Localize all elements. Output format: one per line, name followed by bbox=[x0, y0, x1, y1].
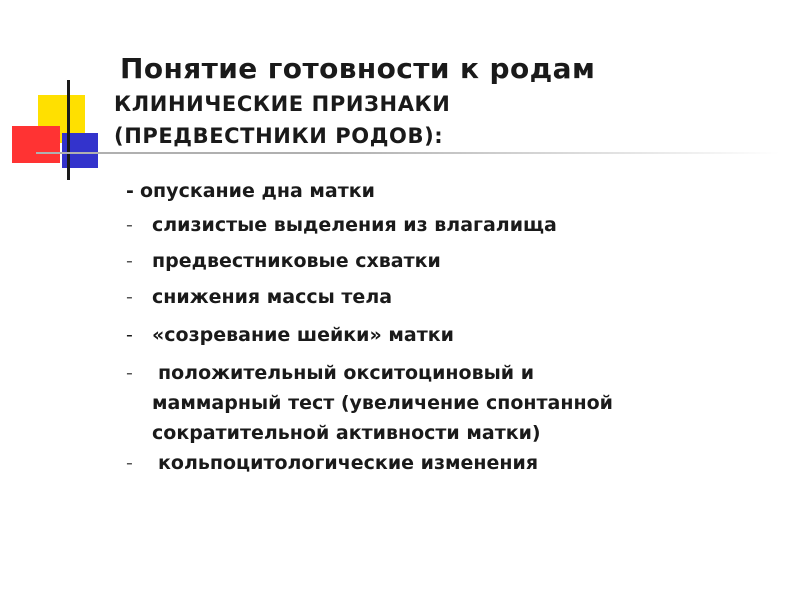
list-item-text: опускание дна матки bbox=[140, 180, 375, 202]
list-item-text-line2: маммарный тест (увеличение спонтанной bbox=[152, 392, 613, 414]
signs-list bbox=[126, 180, 613, 474]
decor-horizontal-rule bbox=[36, 152, 780, 154]
list-item bbox=[126, 250, 613, 286]
list-item-text: «созревание шейки» матки bbox=[152, 324, 454, 346]
list-item bbox=[126, 286, 613, 324]
bullet-dash: - bbox=[126, 214, 133, 236]
list-item bbox=[126, 358, 613, 448]
bullet-dash: - bbox=[126, 180, 134, 202]
list-item-text: предвестниковые схватки bbox=[152, 250, 441, 272]
list-item-text: снижения массы тела bbox=[152, 286, 393, 308]
bullet-dash: - bbox=[126, 250, 133, 272]
list-item-text-line3: сократительной активности матки) bbox=[152, 422, 541, 444]
slide-title: Понятие готовности к родам bbox=[120, 52, 596, 85]
slide-subtitle-line1: КЛИНИЧЕСКИЕ ПРИЗНАКИ bbox=[114, 92, 451, 116]
decor-vertical-line bbox=[67, 80, 70, 180]
list-item-text: кольпоцитологические изменения bbox=[158, 452, 539, 474]
list-item bbox=[126, 324, 613, 358]
list-item-text: слизистые выделения из влагалища bbox=[152, 214, 557, 236]
list-item-text-line1: положительный окситоциновый и bbox=[158, 362, 535, 384]
bullet-dash: - bbox=[126, 324, 133, 346]
decor-red-square bbox=[12, 126, 60, 163]
list-item bbox=[126, 180, 613, 214]
list-item bbox=[126, 214, 613, 250]
bullet-dash: - bbox=[126, 452, 133, 474]
bullet-dash: - bbox=[126, 286, 133, 308]
slide-subtitle-line2: (ПРЕДВЕСТНИКИ РОДОВ): bbox=[114, 124, 444, 148]
bullet-dash: - bbox=[126, 362, 133, 384]
list-item bbox=[126, 452, 613, 474]
